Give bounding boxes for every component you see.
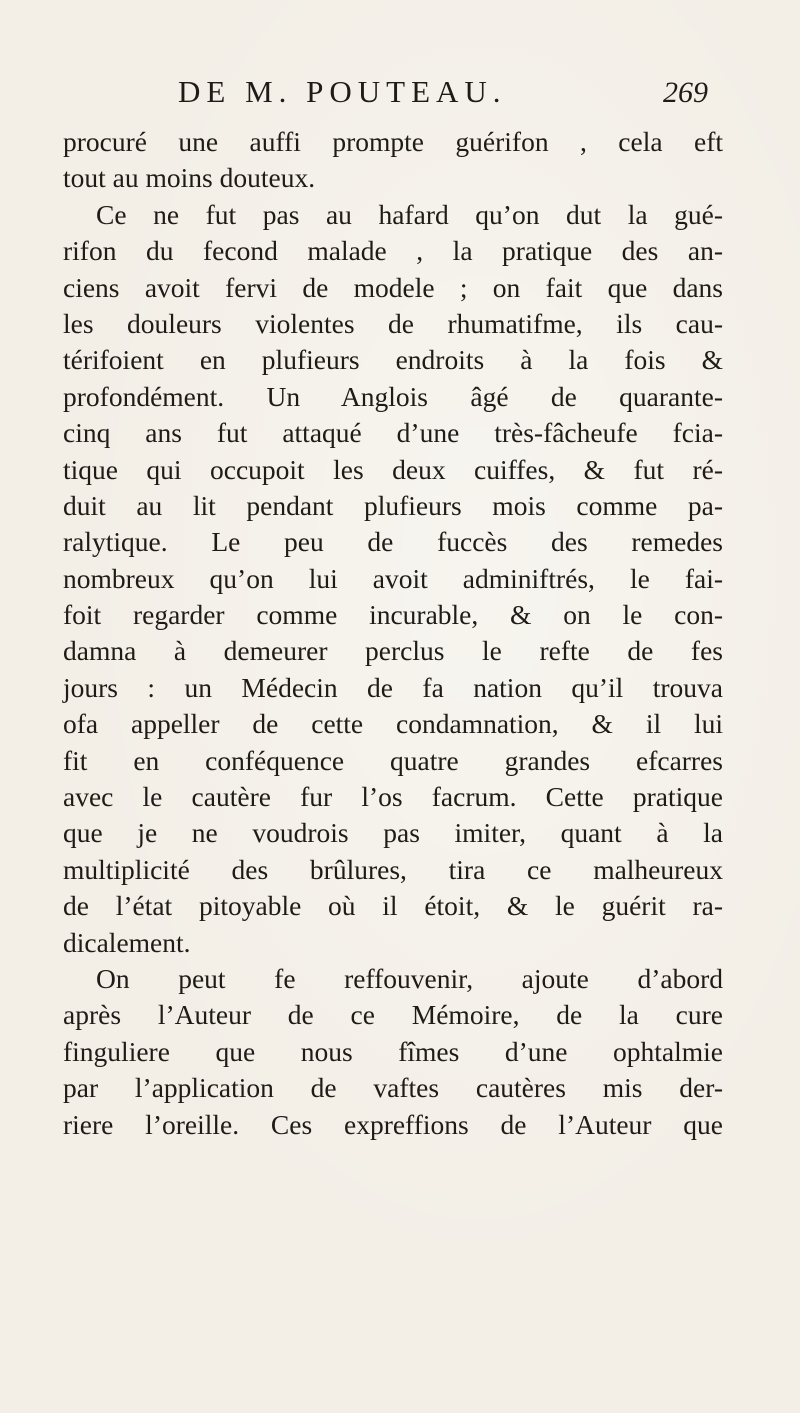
text-line: ofa appeller de cette condamnation, & il lui (63, 708, 723, 740)
text-line: ciens avoit fervi de modele ; on fait que dans (63, 271, 723, 303)
text-line: les douleurs violentes de rhumatifme, ils cau- (63, 307, 723, 339)
text-line: finguliere que nous fîmes d’une ophtalmie (63, 1035, 723, 1067)
text-line: On peut fe reffouvenir, ajoute d’abord (96, 962, 723, 994)
page-number: 269 (663, 76, 708, 109)
running-head-title: DE M. POUTEAU. (178, 74, 507, 109)
text-line: avec le cautère fur l’os facrum. Cette pratique (63, 781, 723, 813)
text-line: procuré une auffi prompte guérifon , cela eft (63, 126, 723, 157)
text-line: jours : un Médecin de fa nation qu’il trouva (63, 671, 723, 703)
text-line: que je ne voudrois pas imiter, quant à la (63, 817, 723, 849)
text-line: dicalement. (63, 926, 191, 958)
text-line: cinq ans fut attaqué d’une très-fâcheufe fcia- (63, 417, 723, 449)
text-line: riere l’oreille. Ces expreffions de l’Auteur que (63, 1108, 723, 1140)
text-line: de l’état pitoyable où il étoit, & le guérit ra- (63, 890, 723, 922)
text-line: nombreux qu’on lui avoit adminiftrés, le fai- (63, 562, 723, 594)
running-head (0, 74, 800, 120)
text-line: tique qui occupoit les deux cuiffes, & fut ré- (63, 453, 723, 485)
text-line: tout au moins douteux. (63, 162, 316, 194)
text-line: Ce ne fut pas au hafard qu’on dut la gué- (96, 198, 723, 230)
text-line: foit regarder comme incurable, & on le con- (63, 599, 723, 631)
text-line: rifon du fecond malade , la pratique des an- (63, 235, 723, 267)
text-line: multiplicité des brûlures, tira ce malheureux (63, 853, 723, 885)
text-line: damna à demeurer perclus le refte de fes (63, 635, 723, 667)
text-line: par l’application de vaftes cautères mis der- (63, 1072, 723, 1104)
text-line: duit au lit pendant plufieurs mois comme pa- (63, 489, 723, 521)
text-line: térifoient en plufieurs endroits à la fois & (63, 344, 723, 376)
body-text (63, 124, 723, 1143)
text-line: ralytique. Le peu de fuccès des remedes (63, 526, 723, 558)
text-line: après l’Auteur de ce Mémoire, de la cure (63, 999, 723, 1031)
text-line: fit en conféquence quatre grandes efcarres (63, 744, 723, 776)
text-line: profondément. Un Anglois âgé de quarante- (63, 380, 723, 412)
